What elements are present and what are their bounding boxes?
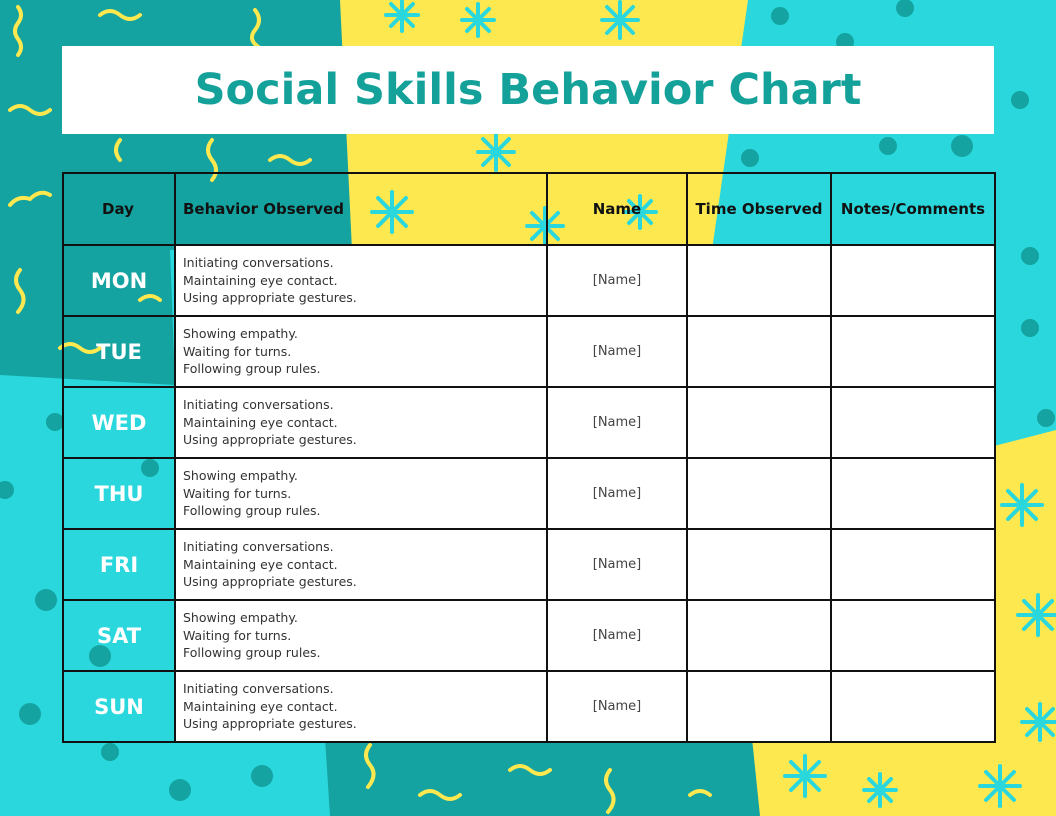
table-row <box>63 600 995 671</box>
notes-cell[interactable] <box>831 245 995 316</box>
behavior-item: Maintaining eye contact. <box>183 698 338 714</box>
table-row <box>63 529 995 600</box>
behavior-item: Initiating conversations. <box>183 681 334 697</box>
notes-cell[interactable] <box>831 600 995 671</box>
table-row <box>63 458 995 529</box>
header-day: Day <box>63 173 175 245</box>
header-name: Name <box>547 173 687 245</box>
time-observed-cell[interactable] <box>687 671 831 742</box>
behavior-chart-table <box>62 172 996 743</box>
day-cell: THU <box>63 458 175 529</box>
notes-cell[interactable] <box>831 387 995 458</box>
behavior-item: Using appropriate gestures. <box>183 716 357 732</box>
day-cell: TUE <box>63 316 175 387</box>
table-row <box>63 671 995 742</box>
time-observed-cell[interactable] <box>687 529 831 600</box>
behavior-item: Waiting for turns. <box>183 343 292 359</box>
time-observed-cell[interactable] <box>687 387 831 458</box>
behavior-item: Waiting for turns. <box>183 627 292 643</box>
table-row <box>63 316 995 387</box>
notes-cell[interactable] <box>831 316 995 387</box>
time-observed-cell[interactable] <box>687 245 831 316</box>
behavior-item: Maintaining eye contact. <box>183 272 338 288</box>
behavior-item: Maintaining eye contact. <box>183 556 338 572</box>
name-cell[interactable]: [Name] <box>547 245 687 316</box>
name-cell[interactable]: [Name] <box>547 316 687 387</box>
title-banner <box>62 46 994 134</box>
table-row <box>63 387 995 458</box>
behavior-item: Following group rules. <box>183 645 321 661</box>
behavior-item: Using appropriate gestures. <box>183 290 357 306</box>
time-observed-cell[interactable] <box>687 316 831 387</box>
behavior-item: Showing empathy. <box>183 326 298 342</box>
behavior-cell <box>175 245 547 316</box>
header-time-observed: Time Observed <box>687 173 831 245</box>
name-cell[interactable]: [Name] <box>547 529 687 600</box>
header-behavior-observed: Behavior Observed <box>175 173 547 245</box>
behavior-item: Maintaining eye contact. <box>183 414 338 430</box>
day-cell: SUN <box>63 671 175 742</box>
behavior-item: Using appropriate gestures. <box>183 432 357 448</box>
day-cell: WED <box>63 387 175 458</box>
table-row <box>63 245 995 316</box>
notes-cell[interactable] <box>831 529 995 600</box>
behavior-cell <box>175 529 547 600</box>
name-cell[interactable]: [Name] <box>547 387 687 458</box>
name-cell[interactable]: [Name] <box>547 458 687 529</box>
behavior-item: Waiting for turns. <box>183 485 292 501</box>
behavior-item: Using appropriate gestures. <box>183 574 357 590</box>
behavior-cell <box>175 387 547 458</box>
behavior-cell <box>175 600 547 671</box>
behavior-item: Initiating conversations. <box>183 397 334 413</box>
behavior-item: Initiating conversations. <box>183 255 334 271</box>
notes-cell[interactable] <box>831 671 995 742</box>
page-title: Social Skills Behavior Chart <box>194 65 862 115</box>
behavior-item: Following group rules. <box>183 503 321 519</box>
name-cell[interactable]: [Name] <box>547 600 687 671</box>
name-cell[interactable]: [Name] <box>547 671 687 742</box>
day-cell: FRI <box>63 529 175 600</box>
time-observed-cell[interactable] <box>687 458 831 529</box>
header-notes-comments: Notes/Comments <box>831 173 995 245</box>
notes-cell[interactable] <box>831 458 995 529</box>
behavior-item: Showing empathy. <box>183 610 298 626</box>
day-cell: MON <box>63 245 175 316</box>
behavior-item: Initiating conversations. <box>183 539 334 555</box>
behavior-item: Following group rules. <box>183 361 321 377</box>
behavior-cell <box>175 458 547 529</box>
time-observed-cell[interactable] <box>687 600 831 671</box>
header-row <box>63 173 995 245</box>
behavior-item: Showing empathy. <box>183 468 298 484</box>
behavior-cell <box>175 671 547 742</box>
behavior-cell <box>175 316 547 387</box>
day-cell: SAT <box>63 600 175 671</box>
